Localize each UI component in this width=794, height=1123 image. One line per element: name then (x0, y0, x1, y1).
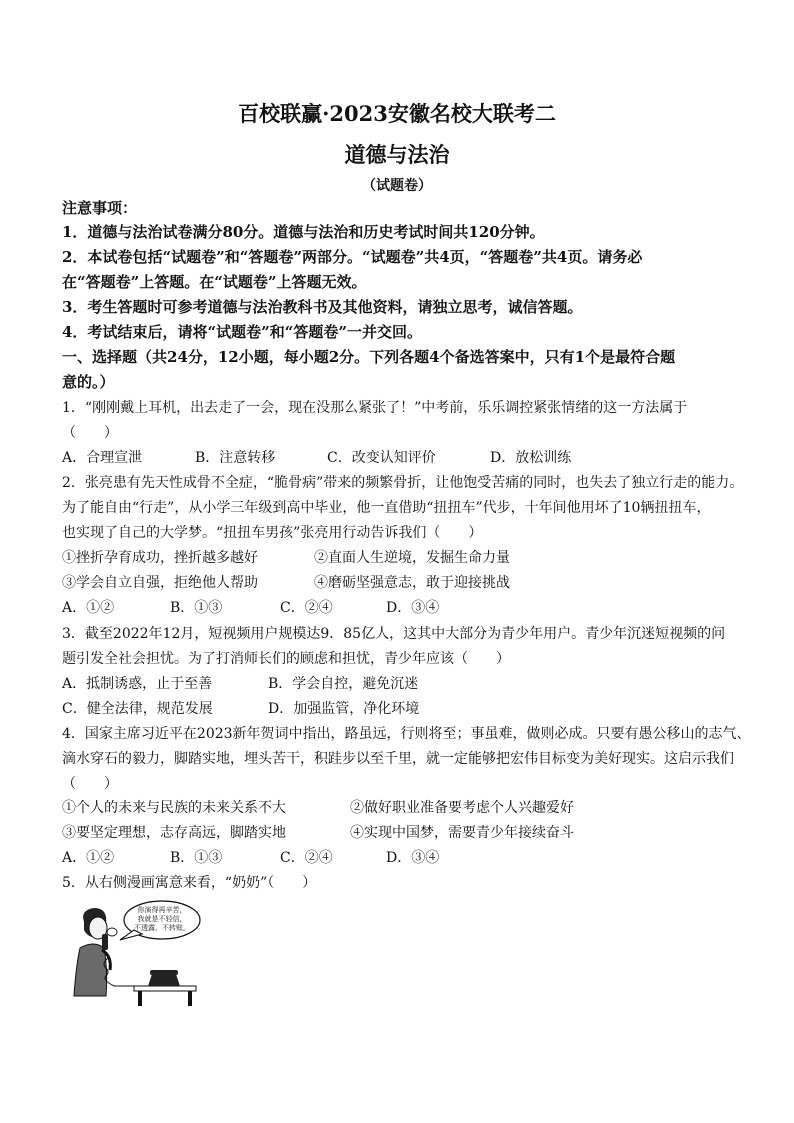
grandma-body (74, 944, 107, 996)
q4-statements (62, 799, 574, 817)
cartoon-grandma-phone (62, 900, 202, 1008)
statement-3: ③学会自立自强，拒绝他人帮助 (62, 575, 258, 591)
option-d: D．加强监管，净化环境 (268, 701, 420, 717)
bubble-line: 我就是不轻信， (137, 915, 187, 923)
q3-stem: 3．截至2022年12月，短视频用户规模达9．85亿人，这其中大部分为青少年用户。青少年沉迷短视频的问 (62, 626, 726, 642)
note-item: 1．道德与法治试卷满分80分。道德与法治和历史考试时间共120分钟。 (62, 223, 545, 241)
option-a: A．①② (62, 850, 115, 866)
table-top (134, 986, 196, 991)
phone-receiver (102, 934, 108, 950)
q3-stem-cont: 题引发全社会担忧。为了打消师长们的顾虑和担忧，青少年应该（ ） (62, 651, 510, 667)
statement-1: ①个人的未来与民族的未来关系不大 (62, 800, 286, 816)
option-c: C．②④ (280, 850, 333, 866)
option-d: D．③④ (386, 850, 440, 866)
q2-stem-cont: 也实现了自己的大学梦。“扭扭车男孩”张亮用行动告诉我们（ ） (62, 525, 483, 541)
section-heading-cont: 意的。） (62, 373, 115, 391)
q5-stem: 5．从右侧漫画寓意来看，“奶奶”（ ） (62, 875, 317, 891)
option-d: D．放松训练 (490, 450, 572, 466)
notes-heading: 注意事项： (62, 199, 138, 217)
statement-2: ②做好职业准备要考虑个人兴趣爱好 (350, 800, 574, 816)
telephone-handset (150, 970, 178, 975)
option-b: B．①③ (170, 850, 223, 866)
table-leg (188, 991, 192, 1006)
option-a: A．①② (62, 600, 115, 616)
q4-statements (62, 824, 574, 842)
q3-options (62, 700, 419, 718)
q4-stem-cont: 滴水穿石的毅力，脚踏实地，埋头苦干，积跬步以至千里，就一定能够把宏伟目标变为美好现实。这启示我们 (62, 751, 734, 767)
option-b: B．学会自控，避免沉迷 (268, 676, 419, 692)
bubble-line: 你演得再辛苦， (137, 906, 187, 914)
q1-options (62, 449, 571, 467)
q3-options (62, 675, 418, 693)
option-b: B．注意转移 (195, 450, 276, 466)
statement-4: ④磨砺坚强意志，敢于迎接挑战 (314, 575, 510, 591)
option-b: B．①③ (170, 600, 223, 616)
section-heading: 一、选择题（共24分，12小题，每小题2分。下列各题4个备选答案中，只有1个是最符合题 (62, 348, 676, 366)
telephone-base (148, 974, 180, 986)
option-c: C．改变认知评价 (327, 450, 436, 466)
statement-1: ①挫折孕育成功，挫折越多越好 (62, 550, 258, 566)
q2-stem: 2．张亮患有先天性成骨不全症，“脆骨病”带来的频繁骨折，让他饱受苦痛的同时，也失去了独立行走的能力。 (62, 475, 744, 491)
table-leg (138, 991, 142, 1006)
exam-title: 百校联赢·2023安徽名校大联考二 (238, 101, 556, 126)
mouth (107, 928, 117, 936)
option-d: D．③④ (386, 600, 440, 616)
q1-stem: 1．“刚刚戴上耳机，出去走了一会，现在没那么紧张了！”中考前，乐乐调控紧张情绪的这一方法属于 (62, 400, 688, 416)
q4-stem: 4．国家主席习近平在2023新年贺词中指出，路虽远，行则将至；事虽难，做则必成。只要有愚公移山的志气、 (62, 726, 751, 742)
option-a: A．抵制诱惑，止于至善 (62, 676, 213, 692)
q2-statements (62, 549, 510, 567)
subject-title: 道德与法治 (344, 142, 450, 167)
statement-3: ③要坚定理想，志存高远，脚踏实地 (62, 825, 286, 841)
statement-4: ④实现中国梦，需要青少年接续奋斗 (350, 825, 574, 841)
bubble-line: 不透露、不转账。 (134, 924, 190, 932)
q2-statements (62, 574, 510, 592)
option-c: C．②④ (280, 600, 333, 616)
paper-subtitle: （试题卷） (362, 178, 432, 194)
q1-stem-cont: （ ） (62, 425, 118, 441)
q4-options (62, 849, 439, 867)
option-c: C．健全法律，规范发展 (62, 701, 213, 717)
q2-options (62, 599, 439, 617)
option-a: A．合理宣泄 (62, 450, 143, 466)
statement-2: ②直面人生逆境，发掘生命力量 (314, 550, 510, 566)
q2-stem-cont: 为了能自由“行走”，从小学三年级到高中毕业，他一直借助“扭扭车”代步，十年间他用坏了10辆扭扭车， (62, 500, 711, 516)
note-item: 在“答题卷”上答题。在“试题卷”上答题无效。 (62, 273, 367, 291)
note-item: 3．考生答题时可参考道德与法治教科书及其他资料，请独立思考，诚信答题。 (62, 298, 583, 316)
q4-stem-cont: （ ） (62, 776, 118, 792)
note-item: 2．本试卷包括“试题卷”和“答题卷”两部分。“试题卷”共4页，“答题卷”共4页。请务必 (62, 248, 643, 266)
note-item: 4．考试结束后，请将“试题卷”和“答题卷”一并交回。 (62, 323, 422, 341)
